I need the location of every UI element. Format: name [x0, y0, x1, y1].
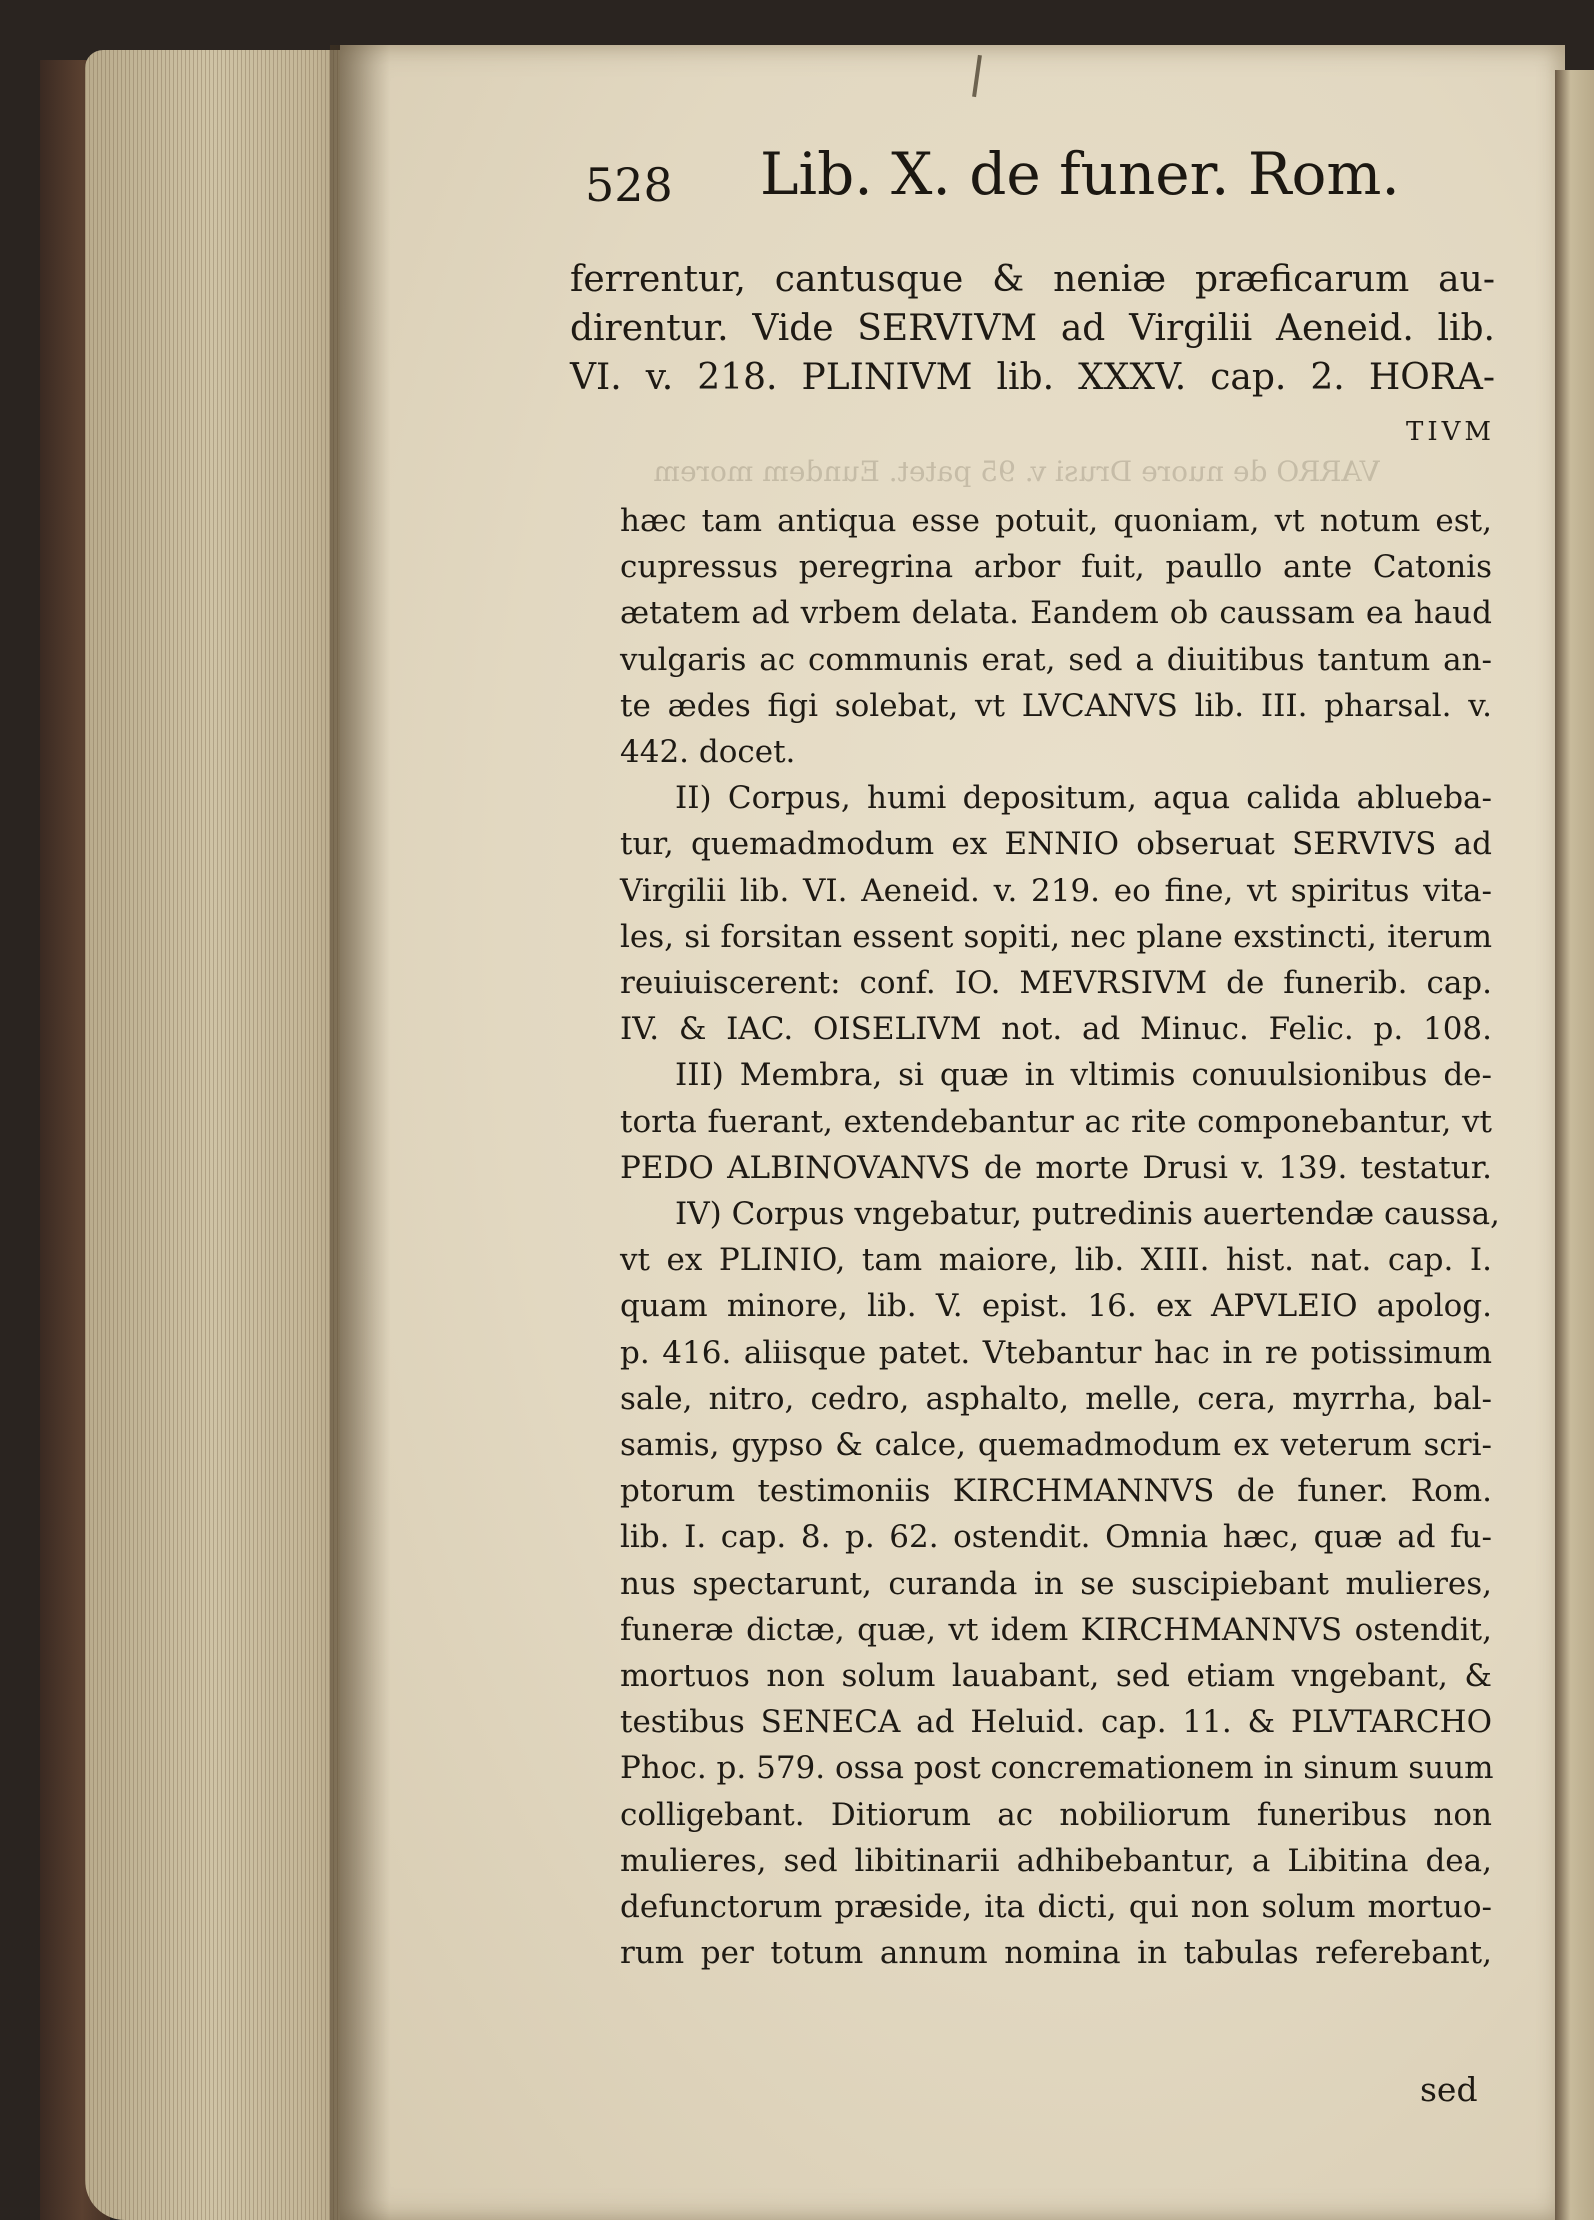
page-edges: [85, 50, 370, 2220]
body-line: tur, quemadmodum ex ENNIO obseruat SERVIVS ad: [620, 826, 1492, 863]
facing-page-edge: [1555, 70, 1594, 2220]
body-line: sale, nitro, cedro, asphalto, melle, cera, myrrha, bal-: [620, 1380, 1492, 1417]
body-line: te ædes figi solebat, vt LVCANVS lib. III. pharsal. v.: [620, 687, 1492, 724]
body-line: ptorum testimoniis KIRCHMANNVS de funer. Rom.: [620, 1473, 1492, 1510]
upper-line: TIVM: [1405, 417, 1495, 447]
catchword: sed: [1420, 2070, 1478, 2109]
body-line: PEDO ALBINOVANVS de morte Drusi v. 139. testatur.: [620, 1149, 1492, 1186]
running-title: Lib. X. de funer. Rom.: [760, 140, 1400, 208]
body-line: rum per totum annum nomina in tabulas referebant,: [620, 1935, 1492, 1972]
body-line: Virgilii lib. VI. Aeneid. v. 219. eo fine, vt spiritus vita-: [620, 872, 1492, 909]
upper-line: direntur. Vide SERVIVM ad Virgilii Aeneid. lib.: [570, 308, 1495, 349]
body-line: colligebant. Ditiorum ac nobiliorum funeribus non: [620, 1796, 1492, 1833]
body-line: testibus SENECA ad Heluid. cap. 11. & PLVTARCHO: [620, 1704, 1492, 1741]
running-header: [585, 140, 1400, 230]
body-line: vulgaris ac communis erat, sed a diuitibus tantum an-: [620, 641, 1492, 678]
body-line: nus spectarunt, curanda in se suscipiebant mulieres,: [620, 1565, 1492, 1602]
body-line: hæc tam antiqua esse potuit, quoniam, vt notum est,: [620, 503, 1492, 539]
upper-line: ferrentur, cantusque & neniæ præficarum au-: [570, 259, 1495, 300]
body-line: mortuos non solum lauabant, sed etiam vngebant, &: [620, 1658, 1492, 1694]
body-line: lib. I. cap. 8. p. 62. ostendit. Omnia hæc, quæ ad fu-: [620, 1519, 1492, 1556]
gutter-shadow: [330, 45, 390, 2220]
show-through-text: VARRO de nuore Drusi v. 95 patet. Eundem morem: [653, 455, 1380, 488]
body-line: IV) Corpus vngebatur, putredinis auertendæ caussa,: [675, 1196, 1500, 1232]
body-line: samis, gypso & calce, quemadmodum ex veterum scri-: [620, 1427, 1492, 1463]
body-line: funeræ dictæ, quæ, vt idem KIRCHMANNVS ostendit,: [620, 1611, 1492, 1648]
body-line: IV. & IAC. OISELIVM not. ad Minuc. Felic. p. 108.: [620, 1011, 1492, 1048]
upper-line: VI. v. 218. PLINIVM lib. XXXV. cap. 2. HORA-: [570, 357, 1495, 398]
body-line: Phoc. p. 579. ossa post concremationem in sinum suum: [620, 1750, 1494, 1787]
body-line: reuiuiscerent: conf. IO. MEVRSIVM de funerib. cap.: [620, 965, 1492, 1001]
body-line: les, si forsitan essent sopiti, nec plane exstincti, iterum: [620, 918, 1492, 955]
body-line: vt ex PLINIO, tam maiore, lib. XIII. hist. nat. cap. I.: [620, 1242, 1492, 1279]
page-number: 528: [585, 158, 673, 212]
body-line: II) Corpus, humi depositum, aqua calida ablueba-: [675, 780, 1492, 817]
body-line: 442. docet.: [620, 734, 796, 770]
body-line: mulieres, sed libitinarii adhibebantur, a Libitina dea,: [620, 1842, 1492, 1879]
body-line: p. 416. aliisque patet. Vtebantur hac in re potissimum: [620, 1334, 1492, 1371]
body-line: ætatem ad vrbem delata. Eandem ob caussam ea haud: [620, 595, 1492, 632]
body-line: cupressus peregrina arbor fuit, paullo ante Catonis: [620, 549, 1492, 586]
body-line: defunctorum præside, ita dicti, qui non solum mortuo-: [620, 1889, 1492, 1925]
body-line: torta fuerant, extendebantur ac rite componebantur, vt: [620, 1103, 1492, 1140]
body-line: III) Membra, si quæ in vltimis conuulsionibus de-: [675, 1057, 1492, 1094]
body-line: quam minore, lib. V. epist. 16. ex APVLEIO apolog.: [620, 1288, 1492, 1325]
